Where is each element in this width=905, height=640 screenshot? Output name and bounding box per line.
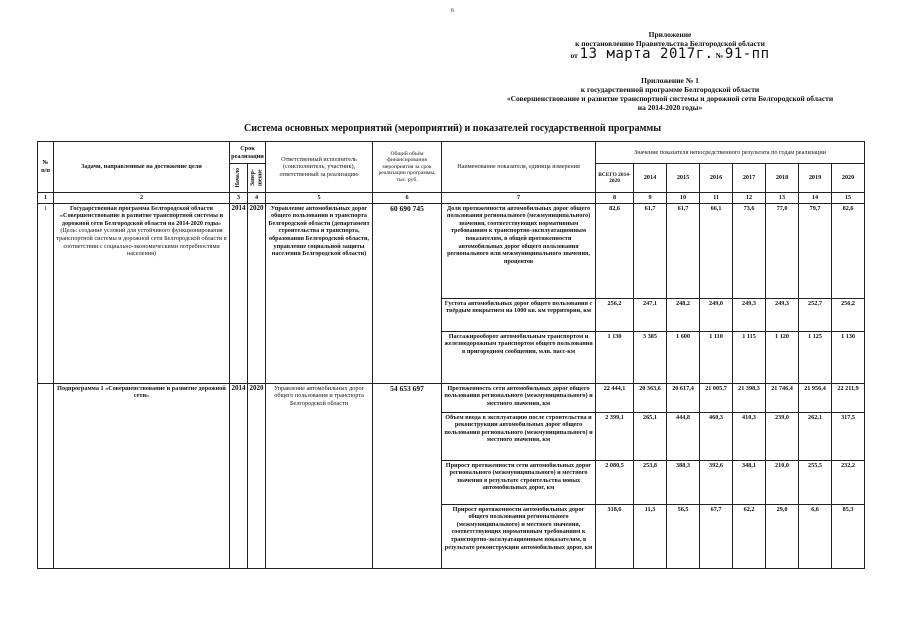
value-2018: 1 120: [766, 331, 799, 383]
value-2020: 1 130: [832, 331, 865, 383]
col-number: 2: [54, 193, 230, 204]
program-table: [37, 141, 865, 569]
task-title: Государственная программа Белгородской области «Совершенствование и развитие транспортной системы и дорожной сети Белгородской области на 2014-2020 годы»: [59, 204, 224, 227]
table-row: [38, 203, 865, 298]
header-total: ВСЕГО 2014-2020: [596, 164, 634, 193]
col-number: 11: [700, 193, 733, 204]
col-number: 13: [766, 193, 799, 204]
value-2018: 21 746,4: [766, 383, 799, 412]
header-volume: Общий объём финансирования мероприятия за срок реализации программы, тыс. руб.: [373, 142, 442, 193]
col-number: 10: [667, 193, 700, 204]
end-year: 2020: [248, 383, 266, 568]
appendix-line1: Приложение: [648, 30, 692, 39]
task-note: (Цель: создание условий для устойчивого функционирования транспортной системы и дорожной сети Белгородской области в соответствии с социально-экономическими потребностями населения): [56, 227, 227, 258]
indicator-name: Доля протяженности автомобильных дорог общего пользования регионального (межмуниципального) значения, соответствующих нормативным требованиям к транспортно-эксплуатационным показателям, в общей протяженности автомобильных дорог общего пользования регионального или межмуниципального значения, процентов: [442, 203, 596, 298]
value-2015: 248,2: [667, 298, 700, 331]
col-number: 1: [38, 193, 54, 204]
indicator-name: Объем ввода в эксплуатацию после строительства и реконструкции автомобильных дорог общего пользования регионального (межмуниципального) и местного значения, км: [442, 412, 596, 460]
value-2015: 444,8: [667, 412, 700, 460]
value-2019: 79,7: [799, 203, 832, 298]
indicator-name: Пассажирооборот автомобильным транспортом и железнодорожным транспортом общего пользования в пригородном сообщении, млн. пасс-км: [442, 331, 596, 383]
financing-volume: 60 690 745: [373, 203, 442, 383]
col-number: 15: [832, 193, 865, 204]
col-number: 6: [373, 193, 442, 204]
page-number: 6: [451, 8, 454, 14]
header-indicator: Наименование показателя, единица измерения: [442, 142, 596, 193]
value-2018: 239,0: [766, 412, 799, 460]
value-2014: 61,7: [634, 203, 667, 298]
handwritten-number: 91-пп: [724, 46, 770, 62]
value-total: 256,2: [596, 298, 634, 331]
value-2019: 6,6: [799, 504, 832, 568]
col-number: 12: [733, 193, 766, 204]
value-2017: 62,2: [733, 504, 766, 568]
header-year-2015: 2015: [667, 164, 700, 193]
col-number: 9: [634, 193, 667, 204]
col-number: 14: [799, 193, 832, 204]
value-2020: 256,2: [832, 298, 865, 331]
row-number: 1: [38, 203, 54, 383]
value-2019: 1 125: [799, 331, 832, 383]
value-2017: 1 115: [733, 331, 766, 383]
value-2016: 66,1: [700, 203, 733, 298]
appendix-line2: к постановлению Правительства Белгородской области: [575, 39, 765, 48]
col-number: 5: [266, 193, 373, 204]
value-2014: 247,1: [634, 298, 667, 331]
value-2019: 255,5: [799, 460, 832, 504]
sub-appendix-line2: к государственной программе Белгородской области: [580, 85, 760, 94]
value-2019: 21 956,4: [799, 383, 832, 412]
value-2020: 317,5: [832, 412, 865, 460]
col-number: 3: [230, 193, 248, 204]
header-num: № п/п: [38, 142, 54, 193]
indicator-name: Прирост протяженности сети автомобильных дорог регионального (межмуниципального) и местного значения в результате строительства новых автомобильных дорог, км: [442, 460, 596, 504]
value-2015: 56,5: [667, 504, 700, 568]
header-year-2019: 2019: [799, 164, 832, 193]
value-2015: 388,3: [667, 460, 700, 504]
value-2018: 210,0: [766, 460, 799, 504]
document-title: Система основных мероприятий (мероприятий) и показателей государственной программы: [243, 123, 662, 134]
table-row: [38, 383, 865, 412]
col-number: 8: [596, 193, 634, 204]
value-2019: 262,1: [799, 412, 832, 460]
sub-appendix-line1: Приложение № 1: [641, 76, 699, 85]
sub-appendix-line4: на 2014-2020 годы»: [637, 103, 703, 112]
indicator-name: Прирост протяженности автомобильных дорог общего пользования регионального (межмуниципального) и местного значения, соответствующих нормативным требованиям к транспортно-эксплуатационным показателям, в результате реконструкции автомобильных дорог, км: [442, 504, 596, 568]
value-2017: 21 398,3: [733, 383, 766, 412]
value-2014: 3 385: [634, 331, 667, 383]
handwritten-date: 13 марта 2017г.: [579, 46, 714, 62]
header-year-2020: 2020: [832, 164, 865, 193]
value-2014: 253,8: [634, 460, 667, 504]
value-total: 82,6: [596, 203, 634, 298]
value-2020: 22 211,9: [832, 383, 865, 412]
header-year-2017: 2017: [733, 164, 766, 193]
value-2014: 265,1: [634, 412, 667, 460]
number-label: №: [715, 51, 724, 60]
value-2016: 67,7: [700, 504, 733, 568]
value-2016: 249,0: [700, 298, 733, 331]
value-2014: 20 363,6: [634, 383, 667, 412]
responsible: Управление автомобильных дорог общего пользования и транспорта Белгородской области: [266, 383, 373, 568]
appendix-date-line: [470, 46, 870, 62]
task-title: Подпрограмма 1 «Совершенствование и развитие дорожной сети»: [57, 384, 226, 400]
header-period: Срок реализации: [230, 142, 266, 164]
value-total: 1 130: [596, 331, 634, 383]
value-total: 318,6: [596, 504, 634, 568]
start-year: 2014: [230, 383, 248, 568]
indicator-name: Густота автомобильных дорог общего пользования с твёрдым покрытием на 1000 кв. км территории, км: [442, 298, 596, 331]
task-cell: [54, 203, 230, 383]
value-2018: 77,0: [766, 203, 799, 298]
value-total: 2 399,1: [596, 412, 634, 460]
value-2016: 1 110: [700, 331, 733, 383]
value-2018: 29,0: [766, 504, 799, 568]
value-2017: 249,3: [733, 298, 766, 331]
row-number: [38, 383, 54, 568]
value-2015: 61,7: [667, 203, 700, 298]
value-2017: 348,1: [733, 460, 766, 504]
end-year: 2020: [248, 203, 266, 383]
responsible: Управление автомобильных дорог общего пользования и транспорта Белгородской области (департамент строительства и транспорта, образования Белгородской области, управление социальной защиты населения Белгородской области): [266, 203, 373, 383]
start-year: 2014: [230, 203, 248, 383]
header-start: Начало: [230, 164, 248, 193]
sub-appendix-line3: «Совершенствование и развитие транспортной системы и дорожной сети Белгородской области: [506, 94, 834, 103]
value-2017: 73,6: [733, 203, 766, 298]
value-2015: 20 617,4: [667, 383, 700, 412]
value-2020: 232,2: [832, 460, 865, 504]
value-2015: 1 600: [667, 331, 700, 383]
header-year-2018: 2018: [766, 164, 799, 193]
header-tasks: Задачи, направленные на достижение цели: [54, 142, 230, 193]
column-number-row: [38, 193, 865, 204]
header-responsible: Ответственный исполнитель (соисполнитель, участник), ответственный за реализацию: [266, 142, 373, 193]
col-number: 7: [442, 193, 596, 204]
value-2014: 11,3: [634, 504, 667, 568]
value-2018: 249,3: [766, 298, 799, 331]
header-end: Завер-шение: [248, 164, 266, 193]
value-total: 22 444,1: [596, 383, 634, 412]
value-2019: 252,7: [799, 298, 832, 331]
value-2016: 21 005,7: [700, 383, 733, 412]
value-2020: 82,6: [832, 203, 865, 298]
financing-volume: 54 653 697: [373, 383, 442, 568]
col-number: 4: [248, 193, 266, 204]
indicator-name: Протяженность сети автомобильных дорог общего пользования регионального (межмуниципального) и местного значения, км: [442, 383, 596, 412]
task-cell: [54, 383, 230, 568]
value-2016: 392,6: [700, 460, 733, 504]
header-year-2016: 2016: [700, 164, 733, 193]
value-2017: 410,3: [733, 412, 766, 460]
header-values-group: Значение показателя непосредственного результата по годам реализации: [596, 142, 865, 164]
value-total: 2 080,5: [596, 460, 634, 504]
from-label: от: [570, 51, 578, 60]
value-2020: 85,3: [832, 504, 865, 568]
header-year-2014: 2014: [634, 164, 667, 193]
value-2016: 460,3: [700, 412, 733, 460]
